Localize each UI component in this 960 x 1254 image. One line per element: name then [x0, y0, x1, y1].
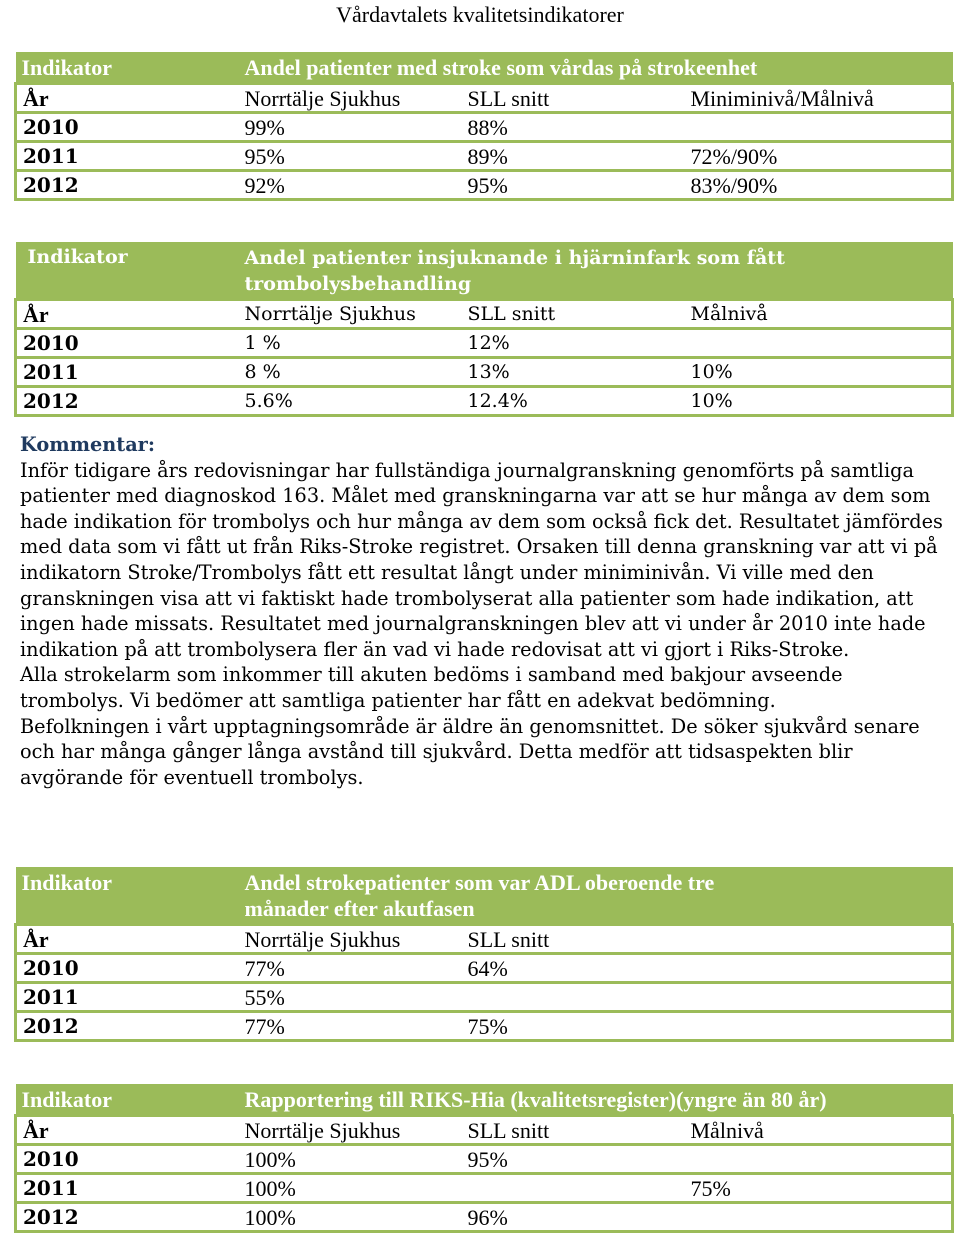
sll-cell: [462, 1174, 685, 1203]
indicator-header-row: [16, 1084, 953, 1116]
hospital-cell: 100%: [239, 1174, 462, 1203]
sll-cell: 64%: [462, 954, 685, 983]
table-row: [16, 329, 953, 358]
hospital-cell: 1 %: [239, 329, 462, 358]
column-header-row: [16, 300, 953, 329]
indicator-table-thrombolysis: [14, 242, 954, 417]
comment-paragraph: Alla strokelarm som inkommer till akuten bedöms i samband med bakjour avseende trombolys. Vi bedömer att samtliga patienter har fått en adekvat bedömning.: [20, 663, 843, 712]
target-cell: [685, 329, 953, 358]
target-cell: [685, 1203, 953, 1232]
column-header-row: [16, 84, 953, 113]
column-header-year: År: [16, 84, 239, 113]
table-row: [16, 358, 953, 387]
hospital-cell: 100%: [239, 1203, 462, 1232]
indicator-title: Rapportering till RIKS-Hia (kvalitetsregister)(yngre än 80 år): [239, 1084, 953, 1116]
table-row: [16, 387, 953, 416]
column-header-empty: [685, 925, 953, 954]
target-cell: [685, 983, 953, 1012]
column-header-row: [16, 1116, 953, 1145]
indicator-label: Indikator: [16, 867, 239, 925]
sll-cell: 12%: [462, 329, 685, 358]
sll-cell: [462, 983, 685, 1012]
table-row: [16, 1174, 953, 1203]
column-header-year: År: [16, 925, 239, 954]
column-header-sll: SLL snitt: [462, 925, 685, 954]
column-header-hospital: Norrtälje Sjukhus: [239, 925, 462, 954]
hospital-cell: 55%: [239, 983, 462, 1012]
target-cell: [685, 1012, 953, 1041]
column-header-hospital: Norrtälje Sjukhus: [239, 300, 462, 329]
year-cell: 2012: [16, 171, 239, 200]
year-cell: 2011: [16, 142, 239, 171]
year-cell: 2011: [16, 1174, 239, 1203]
hospital-cell: 77%: [239, 954, 462, 983]
indicator-header-row: [16, 242, 953, 300]
indicator-header-row: [16, 867, 953, 925]
table-row: [16, 1012, 953, 1041]
sll-cell: 96%: [462, 1203, 685, 1232]
target-cell: 10%: [685, 387, 953, 416]
year-cell: 2012: [16, 1012, 239, 1041]
indicator-title: Andel strokepatienter som var ADL oberoende tre månader efter akutfasen: [239, 867, 953, 925]
target-cell: 83%/90%: [685, 171, 953, 200]
year-cell: 2011: [16, 358, 239, 387]
sll-cell: 89%: [462, 142, 685, 171]
target-cell: [685, 954, 953, 983]
column-header-row: [16, 925, 953, 954]
sll-cell: 95%: [462, 1145, 685, 1174]
indicator-label: Indikator: [16, 1084, 239, 1116]
year-cell: 2010: [16, 329, 239, 358]
hospital-cell: 95%: [239, 142, 462, 171]
hospital-cell: 8 %: [239, 358, 462, 387]
year-cell: 2012: [16, 387, 239, 416]
year-cell: 2010: [16, 113, 239, 142]
column-header-year: År: [16, 300, 239, 329]
comment-heading: Kommentar:: [20, 433, 155, 456]
column-header-hospital: Norrtälje Sjukhus: [239, 84, 462, 113]
table-row: [16, 113, 953, 142]
page-title: Vårdavtalets kvalitetsindikatorer: [336, 2, 624, 27]
indicator-title: Andel patienter insjuknande i hjärninfark som fått trombolysbehandling: [239, 242, 953, 300]
table-row: [16, 954, 953, 983]
year-cell: 2011: [16, 983, 239, 1012]
sll-cell: 13%: [462, 358, 685, 387]
table-row: [16, 142, 953, 171]
column-header-target: Målnivå: [685, 300, 953, 329]
column-header-sll: SLL snitt: [462, 300, 685, 329]
hospital-cell: 100%: [239, 1145, 462, 1174]
indicator-title: Andel patienter med stroke som vårdas på strokeenhet: [239, 52, 953, 84]
column-header-target: Målnivå: [685, 1116, 953, 1145]
column-header-sll: SLL snitt: [462, 1116, 685, 1145]
target-cell: [685, 113, 953, 142]
column-header-year: År: [16, 1116, 239, 1145]
sll-cell: 88%: [462, 113, 685, 142]
sll-cell: 95%: [462, 171, 685, 200]
year-cell: 2010: [16, 1145, 239, 1174]
year-cell: 2010: [16, 954, 239, 983]
indicator-table-stroke-unit: [14, 52, 954, 201]
hospital-cell: 5.6%: [239, 387, 462, 416]
comment-section: [20, 432, 945, 790]
target-cell: 72%/90%: [685, 142, 953, 171]
comment-paragraph: Inför tidigare års redovisningar har fullständiga journalgranskning genomförts på samtliga patienter med diagnoskod 163. Målet med granskningarna var att se hur många av dem som hade indikation för trombolys och hur många av dem som också fick det. Resultatet jämfördes med data som vi fått ut från Riks-Stroke registret. Orsaken till denna granskning var att vi på indikatorn Stroke/Trombolys fått ett resultat långt under miniminivån. Vi ville med den granskningen visa att vi faktiskt hade trombolyserat alla patienter som hade indikation, att ingen hade missats. Resultatet med journalgranskningen blev att vi under år 2010 inte hade indikation på att trombolysera fler än vad vi hade redovisat att vi gjort i Riks-Stroke.: [20, 458, 943, 661]
target-cell: [685, 1145, 953, 1174]
sll-cell: 75%: [462, 1012, 685, 1041]
hospital-cell: 77%: [239, 1012, 462, 1041]
target-cell: 75%: [685, 1174, 953, 1203]
sll-cell: 12.4%: [462, 387, 685, 416]
column-header-target: Miniminivå/Målnivå: [685, 84, 953, 113]
column-header-sll: SLL snitt: [462, 84, 685, 113]
comment-paragraph: Befolkningen i vårt upptagningsområde är äldre än genomsnittet. De söker sjukvård senare och har många gånger långa avstånd till sjukvård. Detta medför att tidsaspekten blir avgörande för eventuell trombolys.: [20, 714, 920, 789]
year-cell: 2012: [16, 1203, 239, 1232]
table-row: [16, 983, 953, 1012]
table-row: [16, 1203, 953, 1232]
indicator-label: Indikator: [16, 52, 239, 84]
indicator-header-row: [16, 52, 953, 84]
table-row: [16, 1145, 953, 1174]
hospital-cell: 92%: [239, 171, 462, 200]
indicator-table-riks-hia: [14, 1084, 954, 1233]
indicator-label: Indikator: [16, 242, 239, 300]
table-row: [16, 171, 953, 200]
hospital-cell: 99%: [239, 113, 462, 142]
column-header-hospital: Norrtälje Sjukhus: [239, 1116, 462, 1145]
target-cell: 10%: [685, 358, 953, 387]
indicator-table-adl: [14, 867, 954, 1042]
